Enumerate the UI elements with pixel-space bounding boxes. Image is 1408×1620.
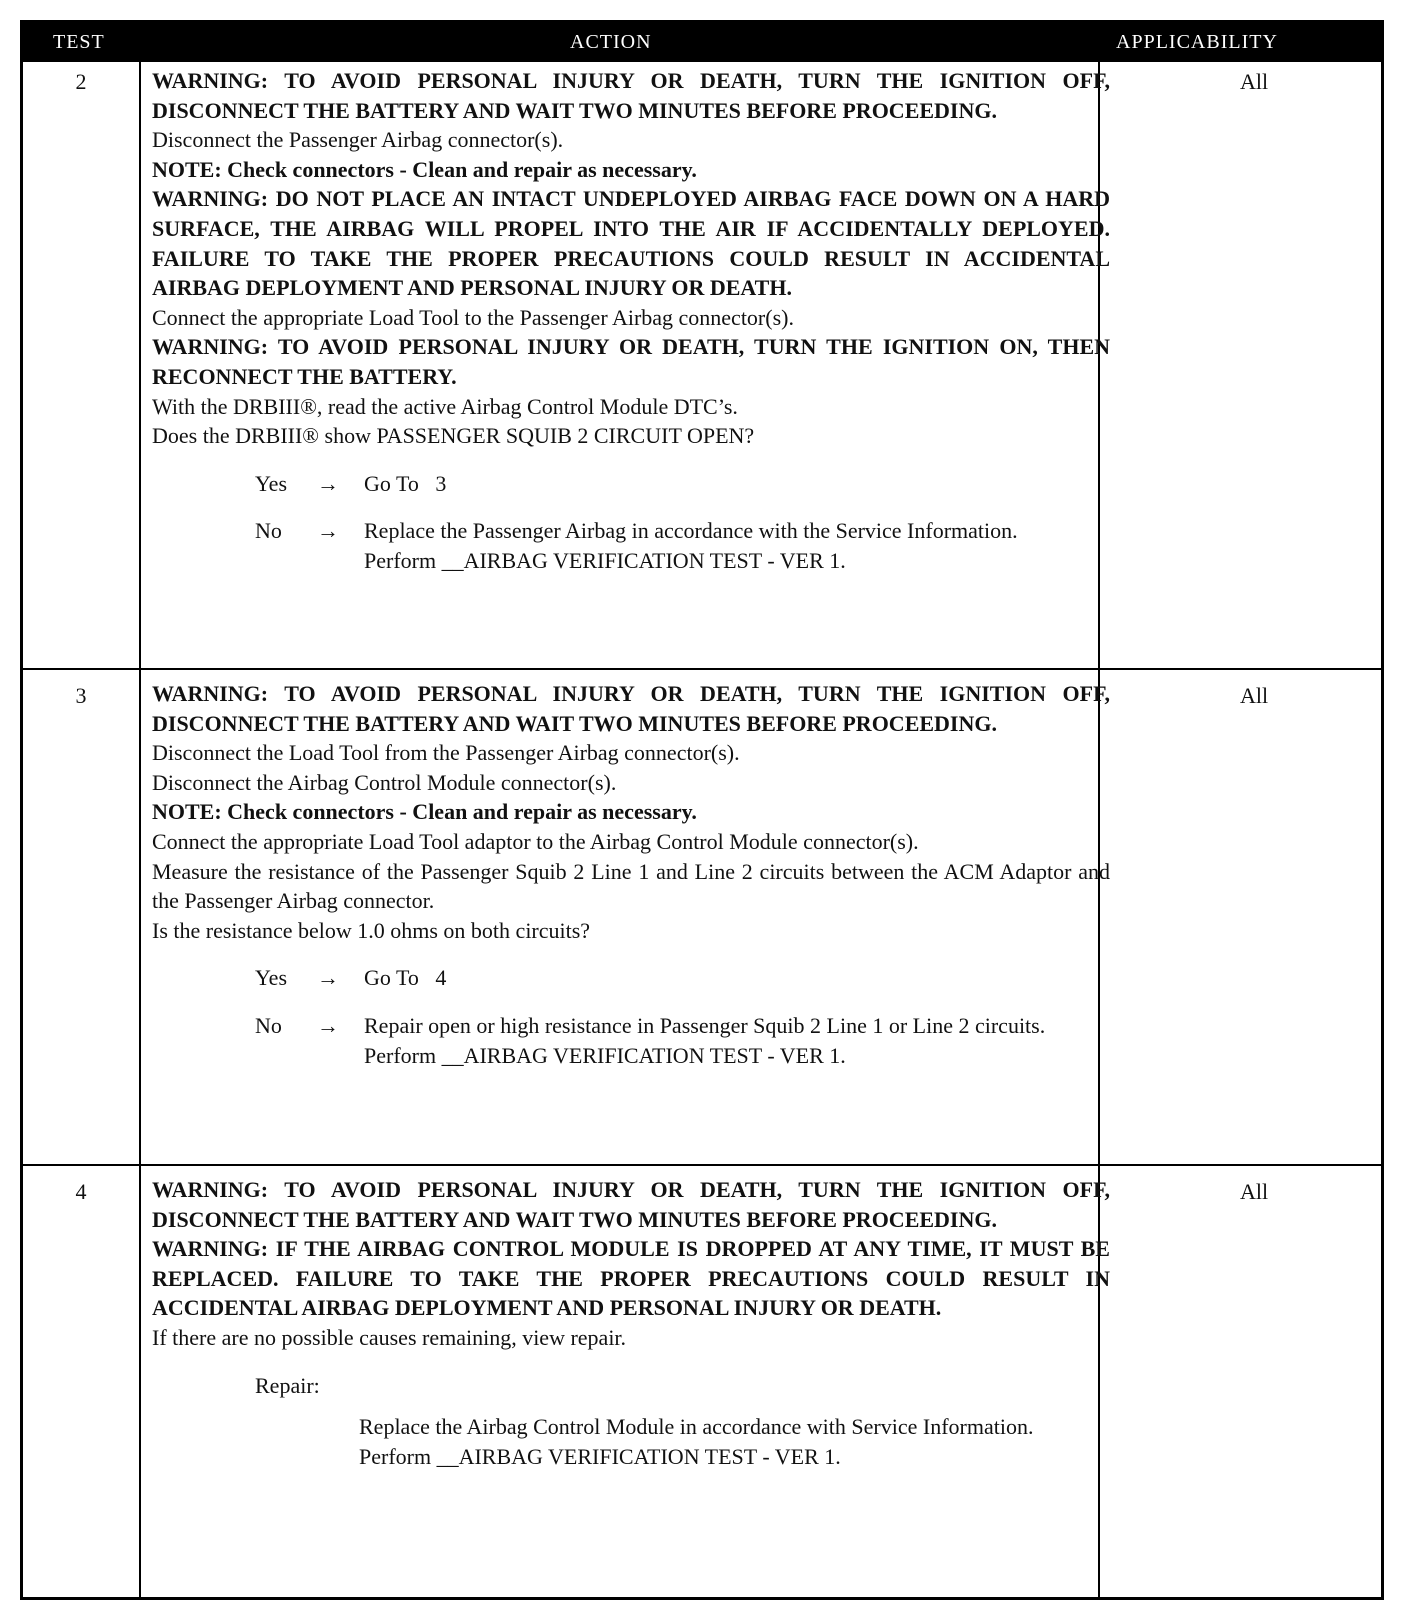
warning-text: WARNING: IF THE AIRBAG CONTROL MODULE IS DROPPED AT ANY TIME, IT MUST BE REPLACED. FAILURE TO TAKE THE PROPER PRECAUTIONS COULD RESULT IN ACCIDENTAL AIRBAG DEPLOYMENT AND PERSONAL INJURY OR DEATH. [152,1236,1110,1321]
yes-branch [152,963,1110,993]
step-text: With the DRBIII®, read the active Airbag Control Module DTC’s. [152,393,738,419]
step-text: Connect the appropriate Load Tool adaptor to the Airbag Control Module connector(s). [152,828,919,854]
column-divider [139,23,141,1597]
no-branch [152,1011,1110,1070]
applicability-value: All [1239,69,1269,94]
arrow-icon: → [317,965,339,991]
header-test: TEST [53,31,105,53]
perform-text: Perform __AIRBAG VERIFICATION TEST - VER 1. [359,1443,841,1469]
action-cell [152,679,1110,1070]
question-text: Does the DRBIII® show PASSENGER SQUIB 2 CIRCUIT OPEN? [152,423,755,449]
arrow-icon: → [317,518,339,544]
test-number: 4 [75,1179,87,1204]
yes-result: Go To 4 [364,965,447,991]
warning-text: WARNING: TO AVOID PERSONAL INJURY OR DEATH, TURN THE IGNITION OFF, DISCONNECT THE BATTERY AND WAIT TWO MINUTES BEFORE PROCEEDING. [152,68,1110,123]
applicability-value: All [1239,1179,1269,1204]
test-number: 2 [75,69,87,94]
action-cell [152,66,1110,576]
repair-label: Repair: [255,1372,320,1398]
arrow-icon: → [317,470,339,496]
row-divider [23,1164,1381,1166]
step-text: Disconnect the Airbag Control Module connector(s). [152,769,617,795]
yes-label: Yes [255,965,288,991]
no-label: No [255,1012,282,1038]
perform-text: Perform __AIRBAG VERIFICATION TEST - VER 1. [364,547,846,573]
action-cell [152,1175,1110,1471]
yes-label: Yes [255,470,288,496]
applicability-value: All [1239,683,1269,708]
step-text: Disconnect the Load Tool from the Passenger Airbag connector(s). [152,740,740,766]
header-applicability: APPLICABILITY [1116,31,1278,53]
diagnostic-test-table [20,20,1384,1600]
yes-branch [152,469,1110,499]
repair-block [152,1371,1110,1472]
question-text: Is the resistance below 1.0 ohms on both circuits? [152,917,591,943]
yes-result: Go To 3 [364,470,447,496]
no-label: No [255,518,282,544]
note-text: NOTE: Check connectors - Clean and repair as necessary. [152,156,697,182]
warning-text: WARNING: DO NOT PLACE AN INTACT UNDEPLOYED AIRBAG FACE DOWN ON A HARD SURFACE, THE AIRBAG WILL PROPEL INTO THE AIR IF ACCIDENTALLY DEPLOYED. FAILURE TO TAKE THE PROPER PRECAUTIONS COULD RESULT IN ACCIDENTAL AIRBAG DEPLOYMENT AND PERSONAL INJURY OR DEATH. [152,186,1110,301]
perform-text: Perform __AIRBAG VERIFICATION TEST - VER 1. [364,1042,846,1068]
step-text: Measure the resistance of the Passenger Squib 2 Line 1 and Line 2 circuits between the ACM Adaptor and the Passenger Airbag connector. [152,858,1110,914]
step-text: Connect the appropriate Load Tool to the Passenger Airbag connector(s). [152,304,794,330]
warning-text: WARNING: TO AVOID PERSONAL INJURY OR DEATH, TURN THE IGNITION OFF, DISCONNECT THE BATTERY AND WAIT TWO MINUTES BEFORE PROCEEDING. [152,681,1110,736]
arrow-icon: → [317,1012,339,1038]
table-header [23,23,1381,62]
warning-text: WARNING: TO AVOID PERSONAL INJURY OR DEATH, TURN THE IGNITION ON, THEN RECONNECT THE BATTERY. [152,334,1110,389]
header-action: ACTION [570,31,652,53]
no-result: Replace the Passenger Airbag in accordance with the Service Information. [364,518,1018,544]
warning-text: WARNING: TO AVOID PERSONAL INJURY OR DEATH, TURN THE IGNITION OFF, DISCONNECT THE BATTERY AND WAIT TWO MINUTES BEFORE PROCEEDING. [152,1177,1110,1232]
no-branch [152,516,1110,575]
step-text: Disconnect the Passenger Airbag connector(s). [152,127,564,153]
repair-text: Replace the Airbag Control Module in accordance with Service Information. [359,1414,1034,1440]
test-number: 3 [75,683,87,708]
no-result: Repair open or high resistance in Passenger Squib 2 Line 1 or Line 2 circuits. [364,1012,1046,1038]
row-divider [23,668,1381,670]
step-text: If there are no possible causes remaining, view repair. [152,1324,627,1350]
note-text: NOTE: Check connectors - Clean and repair as necessary. [152,799,697,825]
